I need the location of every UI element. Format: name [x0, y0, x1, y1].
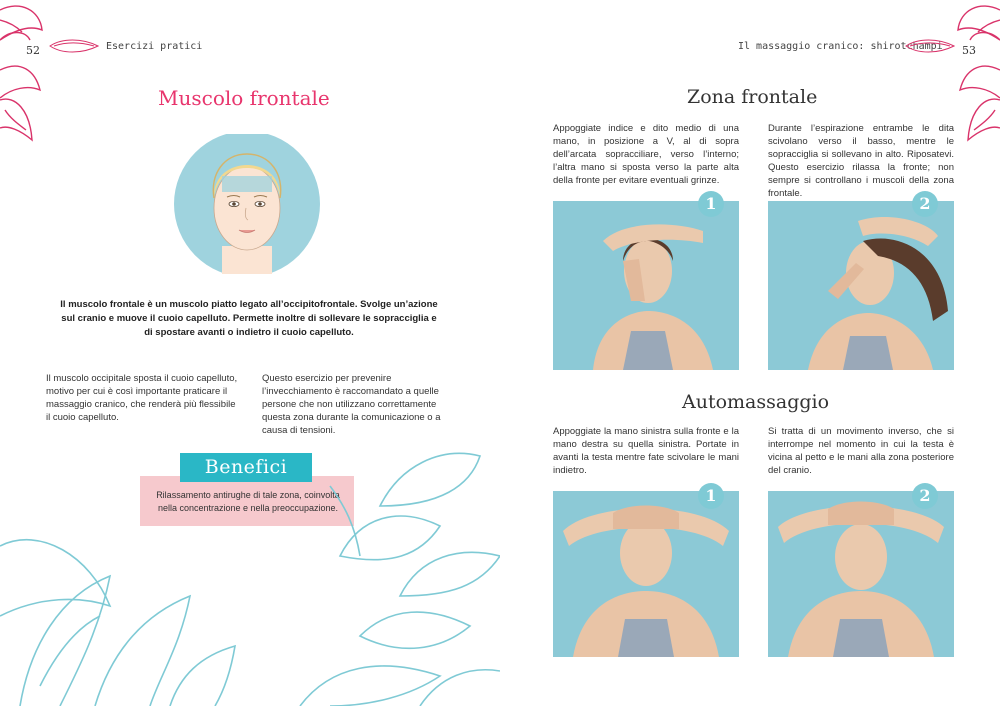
photo-automassaggio-step1	[553, 491, 739, 657]
photo-zona-frontale-step1	[553, 201, 739, 370]
floral-corner-ornament	[0, 0, 60, 150]
step-badge: 2	[912, 483, 938, 509]
automassaggio-col2: Si tratta di un movimento inverso, che si interrompe nel momento in cui la testa è vicina al petto e le mani alla zona posteriore del cranio.	[768, 426, 954, 476]
intro-paragraph: Il muscolo frontale è un muscolo piatto legato all’occipitofrontale. Svolge un’azione sul cranio e muove il cuoio capelluto. Permette inoltre di sollevare le sopracciglia e di spostare avanti o indietro il cuoio capelluto.	[60, 299, 438, 338]
benefici-text: Rilassamento antirughe di tale zona, coinvolta nella concentrazione e nella preoccupazione.	[156, 490, 340, 513]
face-illustration	[172, 134, 322, 274]
page-number: 52	[26, 44, 40, 57]
page-title: Muscolo frontale	[158, 86, 330, 110]
running-head: Esercizi pratici	[106, 41, 203, 52]
page-number: 53	[962, 44, 976, 57]
zona-frontale-col1: Appoggiate indice e dito medio di una mano, in posizione a V, al di sopra dell’arcata sopracciliare, verso l’interno; l’altra mano si sposta verso la parte alta della fronte per evitare eventuali grinze.	[553, 123, 739, 186]
benefici-label: Benefici	[180, 453, 312, 482]
step-badge: 1	[698, 191, 724, 217]
zona-frontale-col2: Durante l’espirazione entrambe le dita scivolano verso il basso, mentre le sopracciglia si sollevano in alto. Riposatevi. Questo esercizio rilassa la fronte; non sempre si controllano i muscoli della zona frontale.	[768, 123, 954, 199]
right-page	[500, 0, 1000, 706]
automassaggio-col1: Appoggiate la mano sinistra sulla fronte e la mano destra su quella sinistra. Portate in avanti la testa mentre fate scivolare le mani indietro.	[553, 426, 739, 476]
section-title-zona-frontale: Zona frontale	[687, 86, 818, 108]
step-badge: 1	[698, 483, 724, 509]
step-badge: 2	[912, 191, 938, 217]
photo-automassaggio-step2	[768, 491, 954, 657]
left-column-text: Il muscolo occipitale sposta il cuoio capelluto, motivo per cui è così importante praticare il massaggio cranico, che renderà più flessibile il cuoio capelluto.	[46, 373, 238, 423]
leaf-ornament-icon	[904, 38, 956, 54]
section-title-automassaggio: Automassaggio	[682, 391, 830, 413]
leaf-line-art	[0, 446, 500, 706]
running-head: Il massaggio cranico: shirotchampi	[738, 41, 943, 52]
right-column-text: Questo esercizio per prevenire l’invecchiamento è raccomandato a quelle persone che non utilizzano correttamente questa zona durante la comunicazione o a causa di tensioni.	[262, 373, 441, 436]
photo-zona-frontale-step2	[768, 201, 954, 370]
leaf-ornament-icon	[48, 38, 100, 54]
